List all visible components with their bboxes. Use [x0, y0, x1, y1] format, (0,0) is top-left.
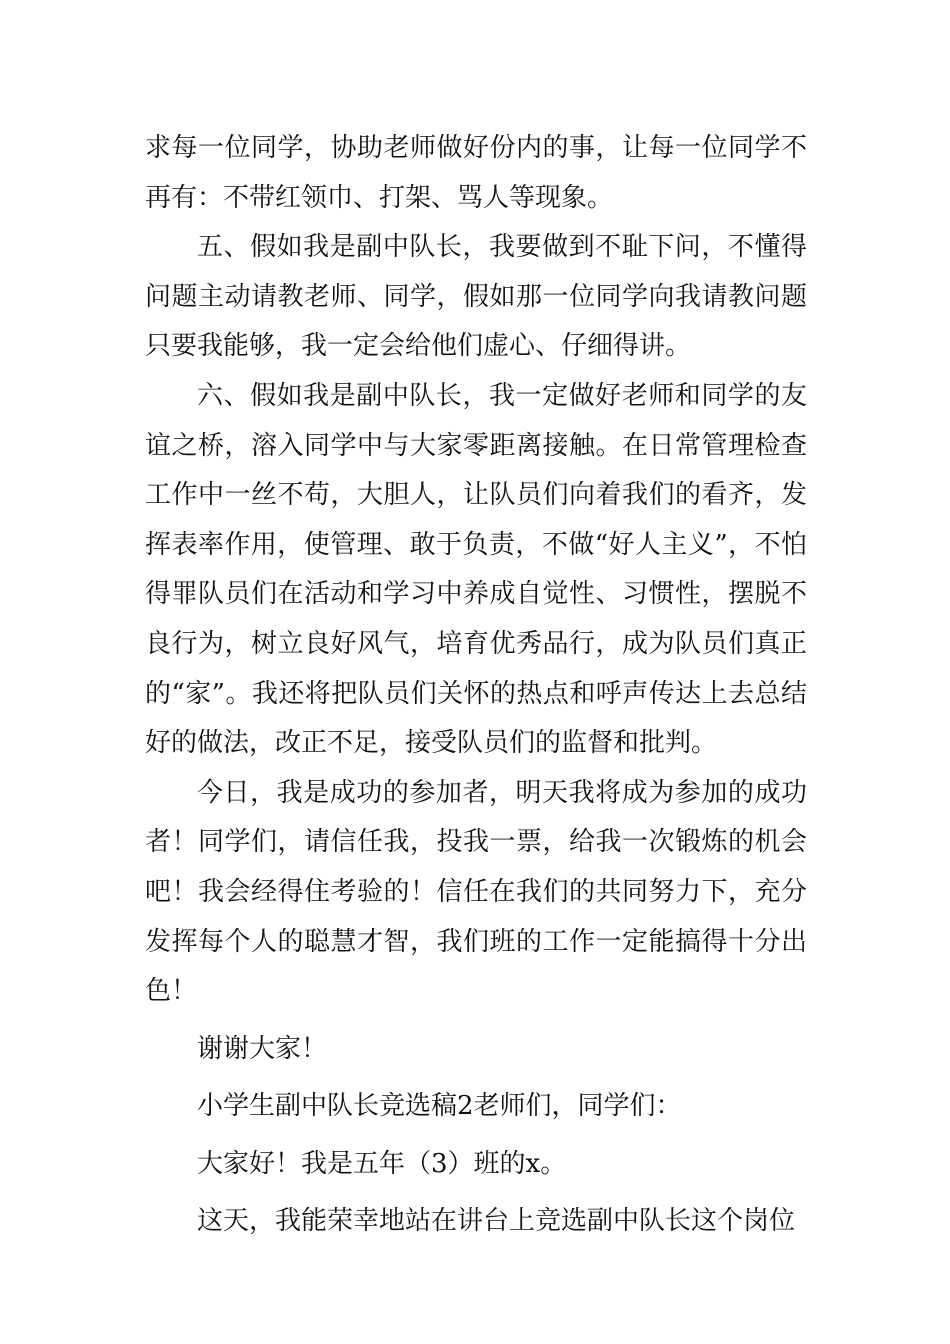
paragraph-continuation: 求每一位同学，协助老师做好份内的事，让每一位同学不再有：不带红领巾、打架、骂人等现象。	[145, 133, 807, 213]
paragraph-greeting: 大家好！我是五年（3）班的x。	[197, 1148, 567, 1179]
document-body	[145, 124, 807, 1247]
paragraph-closing: 今日，我是成功的参加者，明天我将成为参加的成功者！同学们，请信任我，投我一票，给我一次锻炼的机会吧！我会经得住考验的！信任在我们的共同努力下，充分发挥每个人的聪慧才智，我们班的工作一定能搞得十分出色！	[145, 777, 807, 1007]
paragraph-point-five: 五、假如我是副中队长，我要做到不耻下问，不懂得问题主动请教老师、同学，假如那一位同学向我请教问题只要我能够，我一定会给他们虚心、仔细得讲。	[145, 232, 807, 362]
paragraph-speech-two-title: 小学生副中队长竞选稿2老师们，同学们：	[197, 1091, 682, 1122]
paragraph-thanks: 谢谢大家！	[197, 1033, 328, 1064]
paragraph-point-six: 六、假如我是副中队长，我一定做好老师和同学的友谊之桥，溶入同学中与大家零距离接触。在日常管理检查工作中一丝不苟，大胆人，让队员们向着我们的看齐，发挥表率作用，使管理、敢于负责，不做“好人主义”，不怕得罪队员们在活动和学习中养成自觉性、习惯性，摆脱不良行为，树立良好风气，培育优秀品行，成为队员们真正的“家”。我还将把队员们关怀的热点和呼声传达上去总结好的做法，改正不足，接受队员们的监督和批判。	[145, 380, 807, 759]
paragraph-intro: 这天，我能荣幸地站在讲台上竞选副中队长这个岗位	[197, 1206, 796, 1237]
